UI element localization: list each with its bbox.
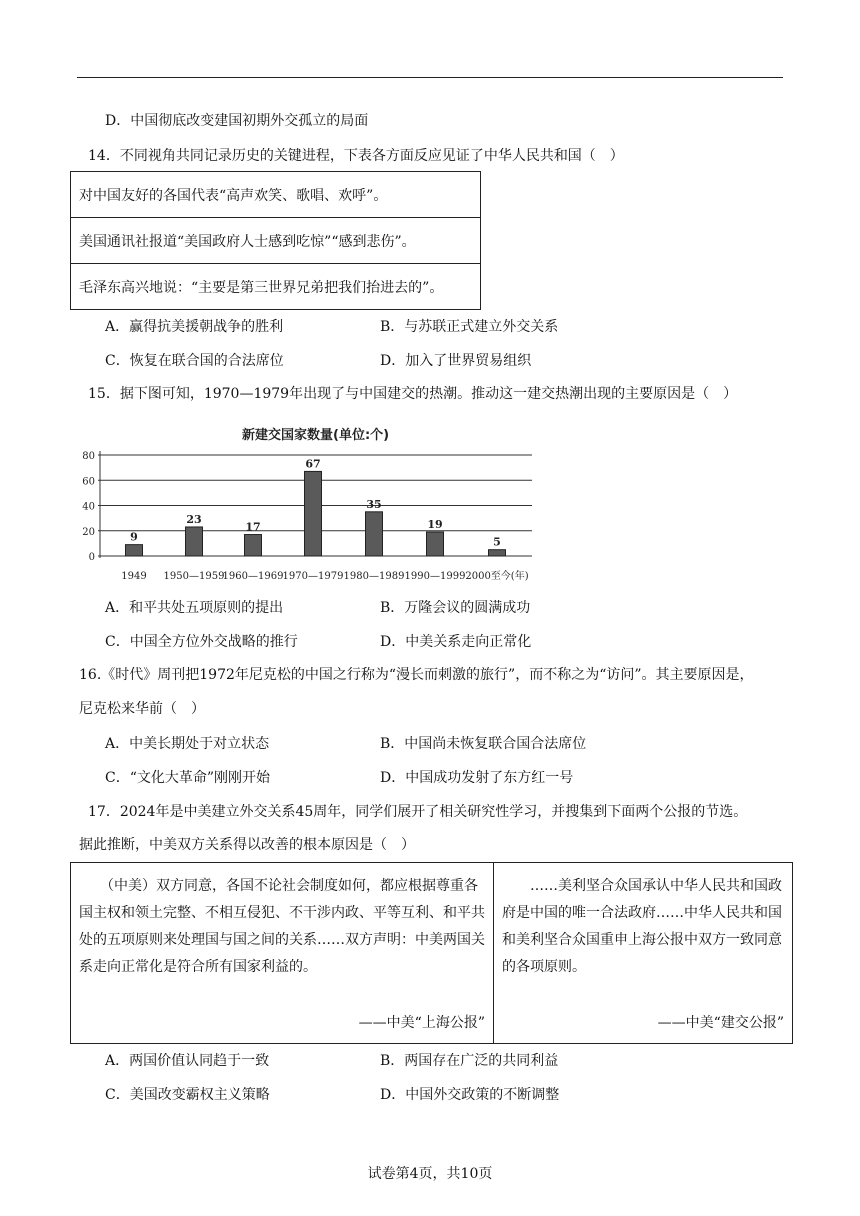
x-tick-label: 1950—1959 bbox=[163, 571, 225, 582]
page-footer: 试卷第4页，共10页 bbox=[367, 1166, 493, 1182]
data-label: 17 bbox=[245, 520, 261, 534]
q17-stem-line1: 17．2024年是中美建立外交关系45周年，同学们展开了相关研究性学习，并搜集到下面两个公报的节选。 bbox=[88, 804, 748, 820]
q14-stem: 14．不同视角共同记录历史的关键进程，下表各方面反应见证了中华人民共和国（ ） bbox=[88, 148, 624, 164]
q14-option-c: C．恢复在联合国的合法席位 bbox=[105, 353, 284, 369]
q17-option-b: B．两国存在广泛的共同利益 bbox=[380, 1053, 559, 1069]
y-tick-label: 40 bbox=[82, 501, 95, 513]
q16-option-d: D．中国成功发射了东方红一号 bbox=[380, 770, 574, 786]
q13-option-d: D．中国彻底改变建国初期外交孤立的局面 bbox=[105, 113, 369, 129]
chart-title: 新建交国家数量(单位:个) bbox=[242, 428, 390, 443]
q14-option-b: B．与苏联正式建立外交关系 bbox=[380, 319, 559, 335]
data-label: 23 bbox=[186, 512, 202, 526]
x-tick-label: 1949 bbox=[121, 571, 147, 582]
y-tick-label: 0 bbox=[88, 552, 95, 563]
q14-table bbox=[70, 171, 481, 310]
bar bbox=[186, 527, 203, 556]
bar bbox=[305, 471, 322, 556]
q17-option-a: A．两国价值认同趋于一致 bbox=[105, 1053, 270, 1069]
y-tick-label: 20 bbox=[82, 526, 95, 538]
q16-stem-line1: 16.《时代》周刊把1972年尼克松的中国之行称为“漫长而刺激的旅行”，而不称之为“访问”。其主要原因是， bbox=[79, 667, 754, 683]
x-tick-label: 1990—1999 bbox=[404, 571, 466, 582]
x-tick-label: 1980—1989 bbox=[343, 571, 405, 582]
establishment-communique-cell bbox=[494, 863, 792, 1043]
q15-stem: 15．据下图可知，1970—1979年出现了与中国建交的热潮。推动这一建交热潮出现的主要原因是（ ） bbox=[88, 386, 738, 402]
establishment-communique-text: ……美利坚合众国承认中华人民共和国政府是中国的唯一合法政府……中华人民共和国和美利坚合众国重申上海公报中双方一致同意的各项原则。 bbox=[502, 878, 782, 975]
q15-option-d: D．中美关系走向正常化 bbox=[380, 634, 532, 650]
data-label: 19 bbox=[427, 518, 443, 532]
q14-table-row: 美国通讯社报道“美国政府人士感到吃惊”“感到悲伤”。 bbox=[71, 217, 480, 263]
x-tick-label: 1960—1969 bbox=[222, 571, 284, 582]
shanghai-communique-cell bbox=[71, 863, 494, 1043]
establishment-communique-source: ——中美“建交公报” bbox=[657, 1015, 784, 1031]
q15-option-a: A．和平共处五项原则的提出 bbox=[105, 600, 284, 616]
q17-option-c: C．美国改变霸权主义策略 bbox=[105, 1087, 270, 1103]
data-label: 5 bbox=[493, 535, 501, 549]
data-label: 9 bbox=[130, 530, 138, 544]
shanghai-communique-text: （中美）双方同意，各国不论社会制度如何，都应根据尊重各国主权和领土完整、不相互侵犯、不干涉内政、平等互利、和平共处的五项原则来处理国与国之间的关系……双方声明：中美两国关系走向正常化是符合所有国家利益的。 bbox=[79, 878, 485, 975]
data-label: 35 bbox=[366, 497, 382, 511]
q14-table-row: 毛泽东高兴地说：“主要是第三世界兄弟把我们抬进去的”。 bbox=[71, 263, 480, 309]
header-rule bbox=[77, 77, 783, 78]
bar bbox=[366, 512, 383, 556]
data-label: 67 bbox=[305, 457, 321, 471]
q16-stem-line2: 尼克松来华前（ ） bbox=[79, 701, 205, 717]
q15-option-c: C．中国全方位外交战略的推行 bbox=[105, 634, 298, 650]
bar bbox=[126, 545, 143, 556]
q16-option-c: C．“文化大革命”刚刚开始 bbox=[105, 770, 271, 786]
q16-option-a: A．中美长期处于对立状态 bbox=[105, 736, 270, 752]
q17-stem-line2: 据此推断，中美双方关系得以改善的根本原因是（ ） bbox=[79, 837, 415, 853]
y-tick-label: 60 bbox=[82, 476, 95, 488]
q15-option-b: B．万隆会议的圆满成功 bbox=[380, 600, 531, 616]
x-tick-label: 2000至今(年) bbox=[465, 571, 529, 582]
x-tick-label: 1970—1979 bbox=[282, 571, 344, 582]
q14-table-row: 对中国友好的各国代表“高声欢笑、歌唱、欢呼”。 bbox=[79, 187, 388, 204]
shanghai-communique-source: ——中美“上海公报” bbox=[358, 1015, 485, 1031]
q17-excerpt-table bbox=[70, 862, 793, 1044]
bar bbox=[245, 535, 262, 556]
bar bbox=[489, 550, 506, 556]
bar-chart bbox=[70, 415, 565, 590]
q16-option-b: B．中国尚未恢复联合国合法席位 bbox=[380, 736, 587, 752]
q14-option-d: D．加入了世界贸易组织 bbox=[380, 353, 532, 369]
bar bbox=[427, 532, 444, 556]
y-tick-label: 80 bbox=[82, 451, 95, 462]
q14-option-a: A．赢得抗美援朝战争的胜利 bbox=[105, 319, 284, 335]
q17-option-d: D．中国外交政策的不断调整 bbox=[380, 1087, 560, 1103]
